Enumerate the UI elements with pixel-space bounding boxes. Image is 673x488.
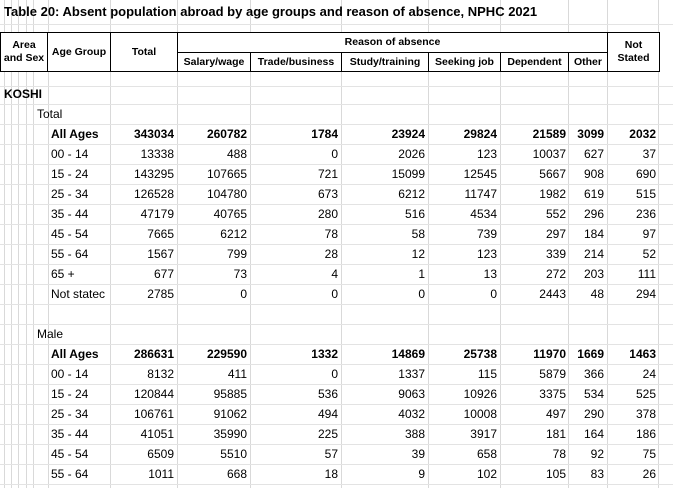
cell-age[interactable]: 55 - 64 bbox=[51, 467, 89, 481]
cell-dependent[interactable]: 10037 bbox=[532, 147, 566, 161]
table-row bbox=[0, 264, 673, 284]
cell-age[interactable]: 00 - 14 bbox=[51, 147, 89, 161]
header-study-label: Study/training bbox=[349, 55, 421, 68]
cell-dependent[interactable]: 2443 bbox=[539, 287, 566, 301]
grid-line bbox=[0, 24, 673, 25]
grid-line bbox=[0, 484, 673, 485]
cell-dependent[interactable]: 497 bbox=[545, 407, 566, 421]
cell-seeking[interactable]: 13 bbox=[483, 267, 497, 281]
table-title: Table 20: Absent population abroad by age groups and reason of absence, NPHC 2021 bbox=[4, 4, 538, 19]
cell-not-stated[interactable]: 690 bbox=[635, 167, 656, 181]
cell-not-stated[interactable]: 294 bbox=[635, 287, 656, 301]
cell-other[interactable]: 908 bbox=[583, 167, 604, 181]
cell-trade[interactable]: 225 bbox=[317, 427, 338, 441]
table-row bbox=[0, 424, 673, 444]
cell-dependent[interactable]: 5667 bbox=[539, 167, 566, 181]
cell-seeking[interactable]: 115 bbox=[477, 367, 497, 381]
header-dependent[interactable] bbox=[500, 52, 569, 72]
cell-seeking[interactable]: 10008 bbox=[463, 407, 497, 421]
cell-trade[interactable]: 673 bbox=[317, 187, 338, 201]
cell-other[interactable]: 164 bbox=[583, 427, 604, 441]
cell-study[interactable]: 9063 bbox=[398, 387, 425, 401]
cell-study[interactable]: 14869 bbox=[391, 347, 425, 361]
cell-seeking[interactable]: 29824 bbox=[463, 127, 497, 141]
cell-seeking[interactable]: 10926 bbox=[463, 387, 497, 401]
header-area-sex-line2: and Sex bbox=[3, 52, 45, 64]
cell-seeking[interactable]: 102 bbox=[476, 467, 497, 481]
cell-other[interactable]: 366 bbox=[583, 367, 604, 381]
cell-other[interactable]: 184 bbox=[583, 227, 604, 241]
cell-dependent[interactable]: 21589 bbox=[532, 127, 566, 141]
cell-total[interactable]: 2785 bbox=[147, 287, 174, 301]
header-reason-of-absence[interactable] bbox=[177, 32, 608, 53]
header-not-stated-line2: Stated bbox=[617, 52, 650, 64]
cell-other[interactable]: 3099 bbox=[577, 127, 604, 141]
cell-seeking[interactable]: 739 bbox=[476, 227, 497, 241]
cell-total[interactable]: 7665 bbox=[147, 227, 174, 241]
cell-total[interactable]: 13338 bbox=[140, 147, 174, 161]
header-age-group[interactable] bbox=[47, 32, 111, 72]
cell-total[interactable]: 1011 bbox=[148, 467, 174, 481]
cell-total[interactable]: 106761 bbox=[133, 407, 174, 421]
table-row bbox=[0, 364, 673, 384]
cell-age[interactable]: 35 - 44 bbox=[51, 207, 89, 221]
cell-salary[interactable]: 35990 bbox=[213, 427, 247, 441]
cell-dependent[interactable]: 3375 bbox=[539, 387, 566, 401]
cell-salary[interactable]: 104780 bbox=[206, 187, 247, 201]
cell-age[interactable]: 45 - 54 bbox=[51, 447, 89, 461]
cell-salary[interactable]: 6212 bbox=[220, 227, 247, 241]
cell-trade[interactable]: 4 bbox=[331, 267, 338, 281]
grid-line bbox=[0, 304, 673, 305]
area-label[interactable]: KOSHI bbox=[4, 87, 43, 101]
cell-total[interactable]: 677 bbox=[153, 267, 174, 281]
header-study-training[interactable] bbox=[341, 52, 429, 72]
cell-seeking[interactable]: 3917 bbox=[470, 427, 497, 441]
cell-age[interactable]: All Ages bbox=[51, 127, 99, 141]
header-trade-business[interactable] bbox=[250, 52, 342, 72]
cell-total[interactable]: 1567 bbox=[147, 247, 174, 261]
header-area-sex-line1: Area bbox=[12, 39, 36, 51]
cell-study[interactable]: 12 bbox=[411, 247, 425, 261]
table-row bbox=[0, 144, 673, 164]
cell-dependent[interactable]: 105 bbox=[545, 467, 566, 481]
cell-not-stated[interactable]: 236 bbox=[635, 207, 656, 221]
header-trade-label: Trade/business bbox=[257, 55, 335, 68]
table-row bbox=[0, 284, 673, 304]
header-age-group-label: Age Group bbox=[51, 45, 107, 58]
header-not-stated-line1: Not bbox=[624, 39, 643, 51]
cell-seeking[interactable]: 0 bbox=[490, 287, 497, 301]
cell-total[interactable]: 41051 bbox=[140, 427, 174, 441]
cell-not-stated[interactable]: 2032 bbox=[629, 127, 656, 141]
cell-not-stated[interactable]: 52 bbox=[642, 247, 656, 261]
header-area-sex[interactable] bbox=[0, 32, 48, 72]
cell-other[interactable]: 83 bbox=[590, 467, 604, 481]
cell-total[interactable]: 286631 bbox=[133, 347, 174, 361]
cell-salary[interactable]: 5510 bbox=[220, 447, 247, 461]
cell-salary[interactable]: 799 bbox=[226, 247, 247, 261]
cell-total[interactable]: 47179 bbox=[140, 207, 174, 221]
header-not-stated[interactable] bbox=[607, 32, 660, 72]
header-other-label: Other bbox=[573, 55, 602, 68]
cell-salary[interactable]: 0 bbox=[240, 287, 247, 301]
table-row bbox=[0, 204, 673, 224]
cell-not-stated[interactable]: 186 bbox=[635, 427, 656, 441]
table-row bbox=[0, 444, 673, 464]
cell-trade[interactable]: 0 bbox=[331, 367, 338, 381]
cell-total[interactable]: 343034 bbox=[133, 127, 174, 141]
table-row bbox=[0, 164, 673, 184]
table-row bbox=[0, 404, 673, 424]
cell-study[interactable]: 0 bbox=[418, 287, 425, 301]
cell-trade[interactable]: 18 bbox=[324, 467, 338, 481]
table-row bbox=[0, 384, 673, 404]
cell-salary[interactable]: 229590 bbox=[206, 347, 247, 361]
cell-trade[interactable]: 78 bbox=[324, 227, 338, 241]
cell-age[interactable]: 25 - 34 bbox=[51, 187, 89, 201]
cell-total[interactable]: 143295 bbox=[133, 167, 174, 181]
cell-study[interactable]: 1337 bbox=[398, 367, 425, 381]
cell-seeking[interactable]: 123 bbox=[476, 247, 497, 261]
cell-dependent[interactable]: 1982 bbox=[539, 187, 566, 201]
cell-other[interactable]: 1669 bbox=[577, 347, 604, 361]
cell-seeking[interactable]: 658 bbox=[476, 447, 497, 461]
cell-not-stated[interactable]: 1463 bbox=[629, 347, 656, 361]
table-row bbox=[0, 344, 673, 364]
cell-other[interactable]: 203 bbox=[583, 267, 604, 281]
cell-salary[interactable]: 668 bbox=[226, 467, 247, 481]
cell-study[interactable]: 6212 bbox=[398, 187, 425, 201]
cell-total[interactable]: 120844 bbox=[133, 387, 174, 401]
header-total[interactable] bbox=[110, 32, 178, 72]
cell-age[interactable]: 35 - 44 bbox=[51, 427, 89, 441]
cell-study[interactable]: 9 bbox=[418, 467, 425, 481]
cell-dependent[interactable]: 552 bbox=[545, 207, 566, 221]
cell-salary[interactable]: 411 bbox=[227, 367, 247, 381]
cell-age[interactable]: 00 - 14 bbox=[51, 367, 89, 381]
cell-not-stated[interactable]: 111 bbox=[637, 267, 656, 281]
cell-dependent[interactable]: 5879 bbox=[539, 367, 566, 381]
cell-salary[interactable]: 488 bbox=[226, 147, 247, 161]
cell-not-stated[interactable]: 97 bbox=[642, 227, 656, 241]
cell-trade[interactable]: 536 bbox=[317, 387, 338, 401]
cell-dependent[interactable]: 272 bbox=[545, 267, 566, 281]
cell-study[interactable]: 4032 bbox=[398, 407, 425, 421]
cell-other[interactable]: 534 bbox=[583, 387, 604, 401]
cell-age[interactable]: 45 - 54 bbox=[51, 227, 89, 241]
cell-trade[interactable]: 57 bbox=[324, 447, 338, 461]
cell-study[interactable]: 388 bbox=[404, 427, 425, 441]
header-reason-label: Reason of absence bbox=[344, 36, 441, 48]
grid-line bbox=[0, 86, 673, 87]
cell-trade[interactable]: 1332 bbox=[311, 347, 338, 361]
cell-total[interactable]: 6509 bbox=[147, 447, 174, 461]
cell-study[interactable]: 1 bbox=[418, 267, 425, 281]
table-row bbox=[0, 244, 673, 264]
cell-salary[interactable]: 95885 bbox=[213, 387, 247, 401]
cell-salary[interactable]: 91062 bbox=[213, 407, 247, 421]
cell-not-stated[interactable]: 24 bbox=[642, 367, 656, 381]
header-dependent-label: Dependent bbox=[507, 55, 562, 68]
cell-trade[interactable]: 280 bbox=[317, 207, 338, 221]
grid-line bbox=[0, 104, 673, 105]
table-row bbox=[0, 124, 673, 144]
cell-seeking[interactable]: 12545 bbox=[463, 167, 497, 181]
cell-seeking[interactable]: 4534 bbox=[470, 207, 497, 221]
cell-seeking[interactable]: 25738 bbox=[463, 347, 497, 361]
cell-age[interactable]: 65 + bbox=[51, 267, 75, 281]
cell-dependent[interactable]: 11970 bbox=[533, 347, 566, 361]
cell-age[interactable]: Not statec bbox=[51, 287, 106, 301]
cell-trade[interactable]: 1784 bbox=[311, 127, 338, 141]
header-seeking-job[interactable] bbox=[428, 52, 501, 72]
cell-seeking[interactable]: 11747 bbox=[464, 187, 497, 201]
cell-age[interactable]: 15 - 24 bbox=[51, 387, 89, 401]
cell-other[interactable]: 627 bbox=[583, 147, 604, 161]
grid-line bbox=[0, 324, 673, 325]
cell-other[interactable]: 619 bbox=[583, 187, 604, 201]
section-label-total[interactable]: Total bbox=[37, 107, 63, 121]
cell-other[interactable]: 296 bbox=[583, 207, 604, 221]
cell-salary[interactable]: 40765 bbox=[213, 207, 247, 221]
cell-age[interactable]: All Ages bbox=[51, 347, 99, 361]
cell-not-stated[interactable]: 37 bbox=[642, 147, 656, 161]
header-salary-label: Salary/wage bbox=[183, 55, 245, 68]
cell-trade[interactable]: 494 bbox=[317, 407, 338, 421]
cell-dependent[interactable]: 78 bbox=[552, 447, 566, 461]
cell-trade[interactable]: 28 bbox=[324, 247, 338, 261]
header-seeking-label: Seeking job bbox=[435, 55, 494, 68]
cell-trade[interactable]: 721 bbox=[317, 167, 338, 181]
cell-trade[interactable]: 0 bbox=[331, 147, 338, 161]
cell-study[interactable]: 23924 bbox=[391, 127, 425, 141]
cell-other[interactable]: 290 bbox=[583, 407, 604, 421]
cell-other[interactable]: 48 bbox=[590, 287, 604, 301]
cell-salary[interactable]: 73 bbox=[233, 267, 247, 281]
cell-not-stated[interactable]: 525 bbox=[635, 387, 656, 401]
cell-not-stated[interactable]: 378 bbox=[635, 407, 656, 421]
cell-age[interactable]: 15 - 24 bbox=[51, 167, 89, 181]
cell-study[interactable]: 58 bbox=[411, 227, 425, 241]
cell-other[interactable]: 92 bbox=[590, 447, 604, 461]
cell-age[interactable]: 55 - 64 bbox=[51, 247, 89, 261]
table-row bbox=[0, 184, 673, 204]
header-other[interactable] bbox=[568, 52, 608, 72]
cell-total[interactable]: 126528 bbox=[133, 187, 174, 201]
cell-other[interactable]: 214 bbox=[583, 247, 604, 261]
cell-study[interactable]: 15099 bbox=[391, 167, 425, 181]
cell-study[interactable]: 39 bbox=[411, 447, 425, 461]
cell-age[interactable]: 25 - 34 bbox=[51, 407, 89, 421]
cell-not-stated[interactable]: 75 bbox=[642, 447, 656, 461]
cell-not-stated[interactable]: 26 bbox=[642, 467, 656, 481]
cell-study[interactable]: 2026 bbox=[398, 147, 425, 161]
header-salary-wage[interactable] bbox=[177, 52, 251, 72]
cell-dependent[interactable]: 339 bbox=[545, 247, 566, 261]
cell-salary[interactable]: 260782 bbox=[206, 127, 247, 141]
cell-dependent[interactable]: 297 bbox=[545, 227, 566, 241]
header-total-label: Total bbox=[131, 45, 157, 58]
cell-salary[interactable]: 107665 bbox=[206, 167, 247, 181]
section-label-male[interactable]: Male bbox=[37, 327, 64, 341]
cell-dependent[interactable]: 181 bbox=[545, 427, 566, 441]
cell-trade[interactable]: 0 bbox=[331, 287, 338, 301]
cell-total[interactable]: 8132 bbox=[147, 367, 174, 381]
table-row bbox=[0, 224, 673, 244]
table-row bbox=[0, 464, 673, 484]
cell-seeking[interactable]: 123 bbox=[476, 147, 497, 161]
cell-not-stated[interactable]: 515 bbox=[635, 187, 656, 201]
cell-study[interactable]: 516 bbox=[404, 207, 425, 221]
